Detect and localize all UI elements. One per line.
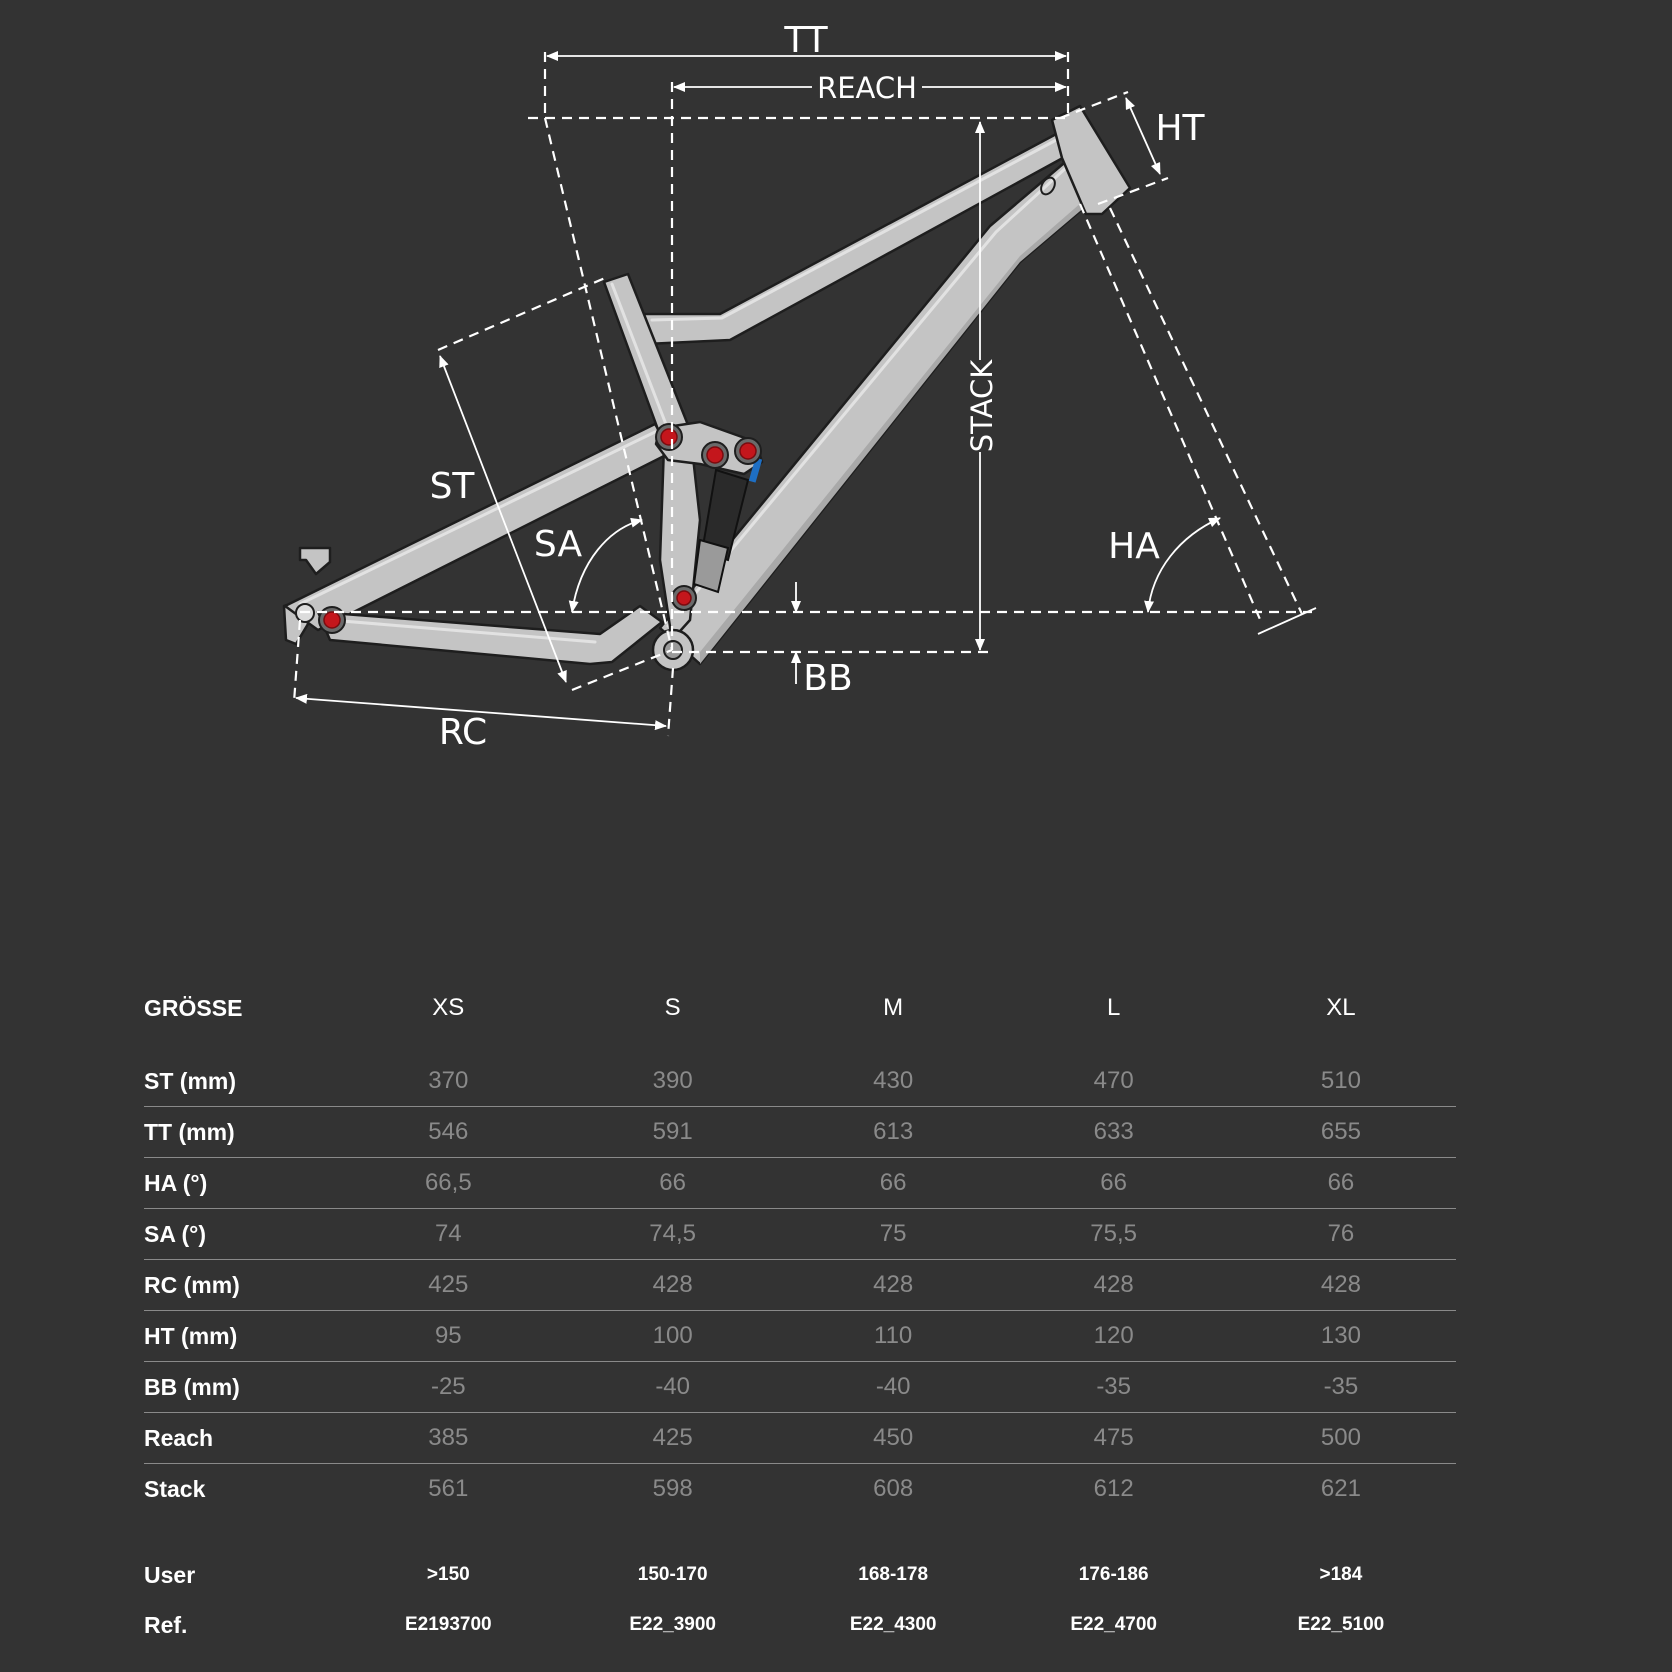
table-cell: 385 (336, 1413, 560, 1464)
ht-label: HT (1155, 108, 1205, 149)
row-label: Reach (144, 1413, 336, 1464)
table-row (144, 1413, 1456, 1464)
table-row (144, 1158, 1456, 1209)
table-cell: 470 (1093, 1067, 1134, 1094)
table-cell: 130 (1226, 1311, 1456, 1362)
table-cell: 74 (336, 1209, 560, 1260)
bb-label: BB (803, 658, 853, 699)
table-cell: 598 (560, 1464, 784, 1515)
ref-cell: E2193700 (404, 1614, 492, 1635)
user-cell: 150-170 (637, 1564, 708, 1585)
table-cell: 370 (428, 1067, 469, 1094)
ref-cell: E22_5100 (1297, 1614, 1385, 1635)
row-label: RC (mm) (144, 1260, 336, 1311)
table-cell: 591 (560, 1107, 784, 1158)
ref-cell: E22_4700 (1070, 1614, 1157, 1635)
size-xs: XS (432, 994, 465, 1021)
ref-cell: E22_4300 (849, 1614, 937, 1635)
table-cell: 450 (785, 1413, 1002, 1464)
table-cell: 608 (785, 1464, 1002, 1515)
table-cell: 425 (336, 1260, 560, 1311)
table-cell: 428 (560, 1260, 784, 1311)
table-cell: 612 (1001, 1464, 1225, 1515)
table-cell: 74,5 (560, 1209, 784, 1260)
table-row (144, 1260, 1456, 1311)
table-row (144, 1056, 1456, 1107)
chain-stay (318, 606, 662, 664)
table-cell: 66 (1001, 1158, 1225, 1209)
reach-label: REACH (817, 71, 917, 105)
table-cell: 120 (1001, 1311, 1225, 1362)
ref-cell: E22_3900 (629, 1614, 716, 1635)
table-cell: 110 (785, 1311, 1002, 1362)
table-cell: -35 (1001, 1362, 1225, 1413)
table-cell: 75,5 (1001, 1209, 1225, 1260)
table-cell: 510 (1320, 1067, 1361, 1094)
rc-label: RC (438, 712, 488, 753)
row-label: HT (mm) (144, 1311, 336, 1362)
ref-label: Ref. (144, 1611, 188, 1638)
table-cell: 633 (1001, 1107, 1225, 1158)
row-label: Stack (144, 1464, 336, 1515)
table-cell: -40 (560, 1362, 784, 1413)
user-cell: >184 (1319, 1564, 1363, 1585)
frame-geometry-diagram (0, 0, 1672, 780)
table-cell: 430 (873, 1067, 914, 1094)
table-cell: 66 (785, 1158, 1002, 1209)
table-cell: -25 (336, 1362, 560, 1413)
row-label: SA (°) (144, 1209, 336, 1260)
table-cell: 95 (336, 1311, 560, 1362)
table-cell: 390 (652, 1067, 693, 1094)
size-l: L (1106, 994, 1121, 1021)
user-row (144, 1550, 1456, 1600)
stack-label: STACK (965, 359, 999, 453)
table-cell: 100 (560, 1311, 784, 1362)
table-cell: 500 (1226, 1413, 1456, 1464)
row-label: TT (mm) (144, 1107, 336, 1158)
tt-label: TT (784, 20, 828, 61)
table-row (144, 1362, 1456, 1413)
row-label: ST (mm) (144, 1067, 236, 1094)
table-cell: 425 (560, 1413, 784, 1464)
size-header-label: GRÖSSE (144, 994, 243, 1021)
st-label: ST (429, 466, 475, 507)
table-row (144, 1464, 1456, 1515)
sa-label: SA (533, 524, 583, 565)
dropout (300, 548, 330, 574)
row-label: HA (°) (144, 1158, 336, 1209)
row-label: BB (mm) (144, 1362, 336, 1413)
table-cell: -40 (785, 1362, 1002, 1413)
table-row (144, 1311, 1456, 1362)
table-cell: 75 (785, 1209, 1002, 1260)
table-cell: 428 (785, 1260, 1002, 1311)
ref-row (144, 1600, 1456, 1650)
size-xl: XL (1326, 994, 1356, 1021)
size-m: M (883, 994, 904, 1021)
user-cell: 176-186 (1078, 1564, 1149, 1585)
table-cell: 428 (1001, 1260, 1225, 1311)
ha-label: HA (1108, 526, 1160, 567)
table-cell: 546 (336, 1107, 560, 1158)
table-cell: 561 (336, 1464, 560, 1515)
user-cell: >150 (426, 1564, 470, 1585)
table-row (144, 1209, 1456, 1260)
table-cell: -35 (1226, 1362, 1456, 1413)
table-cell: 76 (1226, 1209, 1456, 1260)
user-cell: 168-178 (858, 1564, 929, 1585)
table-cell: 66,5 (336, 1158, 560, 1209)
bike-frame-illustration (284, 106, 1130, 670)
table-cell: 66 (560, 1158, 784, 1209)
size-s: S (664, 994, 681, 1021)
size-header-row (144, 980, 1456, 1036)
table-row (144, 1107, 1456, 1158)
table-cell: 428 (1226, 1260, 1456, 1311)
table-cell: 613 (785, 1107, 1002, 1158)
table-cell: 66 (1226, 1158, 1456, 1209)
table-cell: 655 (1226, 1107, 1456, 1158)
geometry-table (144, 980, 1456, 1650)
table-cell: 621 (1226, 1464, 1456, 1515)
user-label: User (144, 1561, 196, 1588)
table-cell: 475 (1001, 1413, 1225, 1464)
